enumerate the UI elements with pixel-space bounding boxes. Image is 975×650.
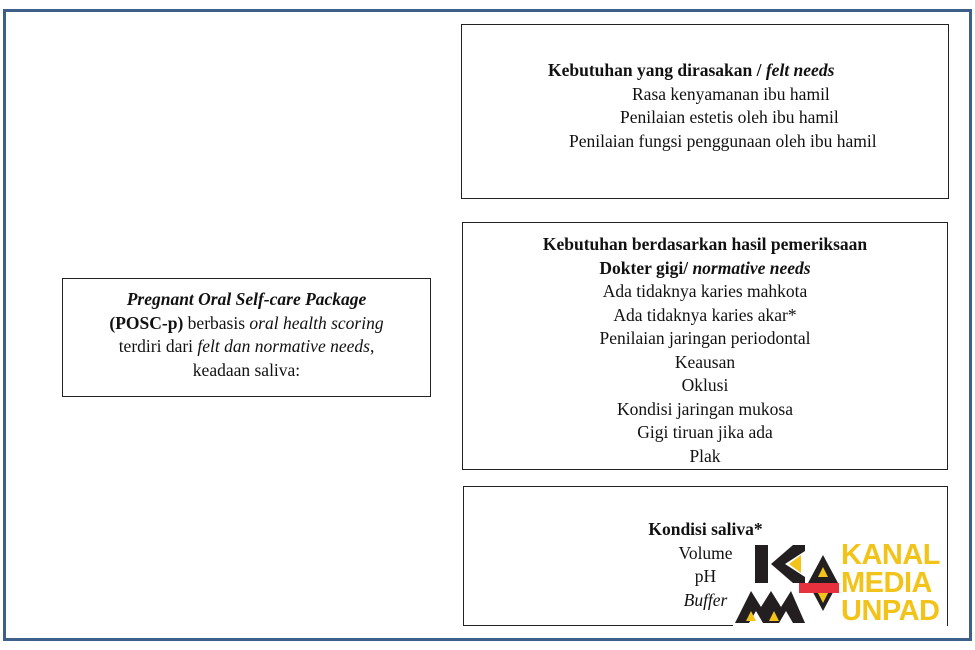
normative-title-line-1: Kebutuhan berdasarkan hasil pemeriksaan — [542, 234, 868, 254]
normative-item: Gigi tiruan jika ada — [637, 422, 773, 442]
normative-item: Ada tidaknya karies mahkota — [602, 281, 808, 301]
main-italic: felt dan normative needs — [197, 336, 370, 356]
normative-item: Keausan — [674, 351, 736, 372]
normative-title-line-2 — [463, 257, 947, 281]
logo-line: UNPAD — [841, 595, 940, 627]
title-text: Kebutuhan yang dirasakan / — [548, 60, 766, 80]
logo-line: KANAL — [841, 539, 940, 571]
main-text: , — [369, 336, 375, 356]
main-italic: oral health scoring — [249, 312, 384, 333]
logo-line: MEDIA — [841, 567, 932, 599]
saliva-title: Kondisi saliva* — [648, 519, 763, 539]
saliva-item: Buffer — [683, 589, 728, 610]
title-italic: normative needs — [692, 257, 811, 278]
posc-p-label: (POSC-p) — [109, 312, 184, 333]
title-text: Dokter gigi/ — [599, 257, 693, 278]
normative-needs-box — [462, 222, 948, 470]
felt-needs-box — [461, 24, 949, 199]
main-line-3 — [63, 335, 430, 359]
title-italic: felt needs — [765, 60, 835, 80]
kmu-logo-icon — [733, 541, 841, 627]
normative-item: Oklusi — [681, 375, 729, 395]
saliva-item: pH — [694, 566, 717, 586]
felt-needs-item: Penilaian estetis oleh ibu hamil — [620, 107, 839, 127]
main-line-2 — [63, 312, 430, 336]
normative-item: Penilaian jaringan periodontal — [599, 328, 811, 348]
kanal-media-unpad-text — [841, 541, 940, 625]
kanal-media-unpad-watermark — [733, 541, 947, 627]
normative-item: Ada tidaknya karies akar* — [613, 304, 797, 325]
normative-item: Kondisi jaringan mukosa — [617, 398, 793, 419]
saliva-item: Volume — [678, 542, 733, 563]
main-text: terdiri dari — [118, 336, 198, 356]
felt-needs-item: Penilaian fungsi penggunaan oleh ibu hamil — [569, 130, 877, 151]
felt-needs-item: Rasa kenyamanan ibu hamil — [632, 83, 830, 104]
main-text: berbasis — [183, 312, 250, 333]
posc-p-box — [62, 278, 431, 397]
main-line-4: keadaan saliva: — [192, 359, 301, 380]
normative-item: Plak — [689, 445, 721, 466]
felt-needs-title — [462, 59, 948, 83]
main-title: Pregnant Oral Self-care Package — [126, 289, 367, 309]
